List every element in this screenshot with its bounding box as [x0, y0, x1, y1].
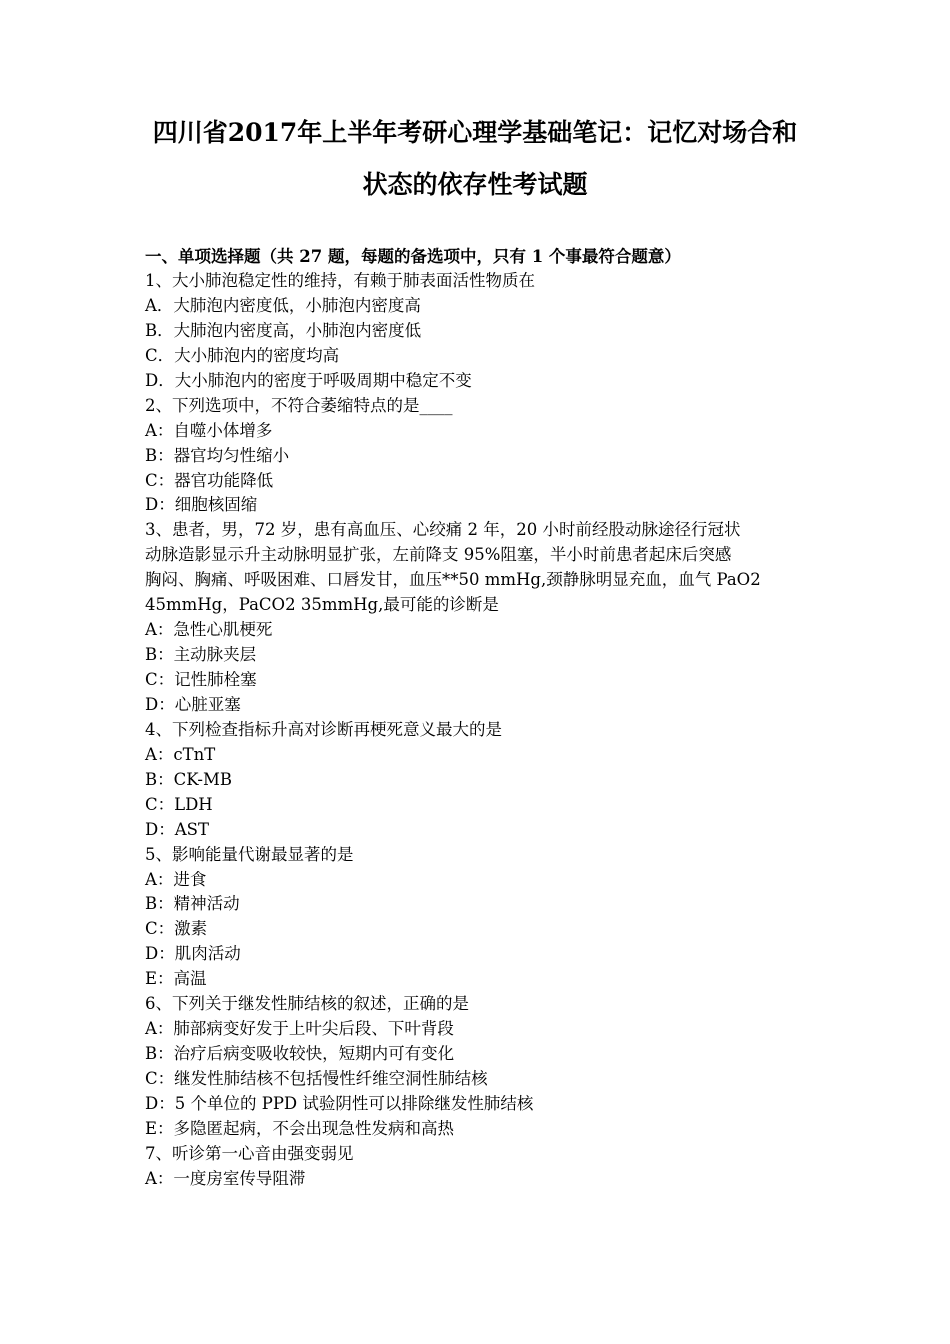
section-heading: 一、单项选择题（共 27 题，每题的备选项中，只有 1 个事最符合题意） — [145, 247, 681, 266]
text-line: B．大肺泡内密度高，小肺泡内密度低 — [145, 320, 422, 340]
text-line: A：自噬小体增多 — [145, 420, 273, 440]
text-line: 4、下列检查指标升高对诊断再梗死意义最大的是 — [145, 719, 502, 739]
text-line: D：5 个单位的 PPD 试验阴性可以排除继发性肺结核 — [145, 1093, 534, 1113]
text-line: B：治疗后病变吸收较快，短期内可有变化 — [145, 1044, 455, 1064]
question-list — [145, 269, 810, 1192]
text-line: A：一度房室传导阻滞 — [145, 1168, 306, 1188]
text-line: 6、下列关于继发性肺结核的叙述，正确的是 — [145, 994, 469, 1014]
document-title-line-2: 状态的依存性考试题 — [362, 170, 588, 199]
text-line: B：主动脉夹层 — [145, 645, 257, 665]
text-line: 5、影响能量代谢最显著的是 — [145, 844, 354, 864]
text-line: 胸闷、胸痛、呼吸困难、口唇发甘，血压**50 mmHg,颈静脉明显充血，血气 PaO2 — [145, 570, 761, 590]
text-line: C：继发性肺结核不包括慢性纤维空洞性肺结核 — [145, 1069, 488, 1088]
text-line: D：心脏亚塞 — [145, 694, 241, 714]
text-line: D：AST — [145, 819, 209, 839]
text-line: D：肌肉活动 — [145, 944, 241, 964]
text-line: B：CK-MB — [145, 769, 232, 789]
text-line: A：肺部病变好发于上叶尖后段、下叶背段 — [145, 1019, 454, 1039]
text-line: 1、大小肺泡稳定性的维持，有赖于肺表面活性物质在 — [145, 271, 535, 290]
text-line: A：进食 — [145, 869, 207, 889]
text-line: 7、听诊第一心音由强变弱见 — [145, 1143, 354, 1163]
text-line: C．大小肺泡内的密度均高 — [145, 345, 340, 365]
text-line: 45mmHg，PaCO2 35mmHg,最可能的诊断是 — [145, 595, 499, 615]
text-line: C：记性肺栓塞 — [145, 670, 257, 689]
text-line: C：激素 — [145, 919, 208, 939]
text-line: E：高温 — [145, 969, 207, 989]
text-line: A：cTnT — [145, 744, 216, 764]
text-line: C：LDH — [145, 794, 213, 814]
text-line: A．大肺泡内密度低，小肺泡内密度高 — [145, 295, 421, 315]
text-line: 3、患者，男，72 岁，患有高血压、心绞痛 2 年，20 小时前经股动脉途径行冠状 — [145, 520, 741, 540]
text-line: A：急性心肌梗死 — [145, 620, 273, 640]
text-line: 2、下列选项中，不符合萎缩特点的是____ — [145, 395, 453, 415]
document-title-line-1: 四川省2017年上半年考研心理学基础笔记：记忆对场合和 — [152, 118, 798, 147]
text-line: B：精神活动 — [145, 894, 240, 914]
text-line: 动脉造影显示升主动脉明显扩张，左前降支 95%阻塞，半小时前患者起床后突感 — [145, 545, 732, 565]
text-line: C：器官功能降低 — [145, 470, 274, 490]
text-line: D：细胞核固缩 — [145, 495, 258, 515]
text-line: B：器官均匀性缩小 — [145, 445, 290, 465]
text-line: E：多隐匿起病，不会出现急性发病和高热 — [145, 1118, 455, 1138]
text-line: D．大小肺泡内的密度于呼吸周期中稳定不变 — [145, 370, 472, 390]
